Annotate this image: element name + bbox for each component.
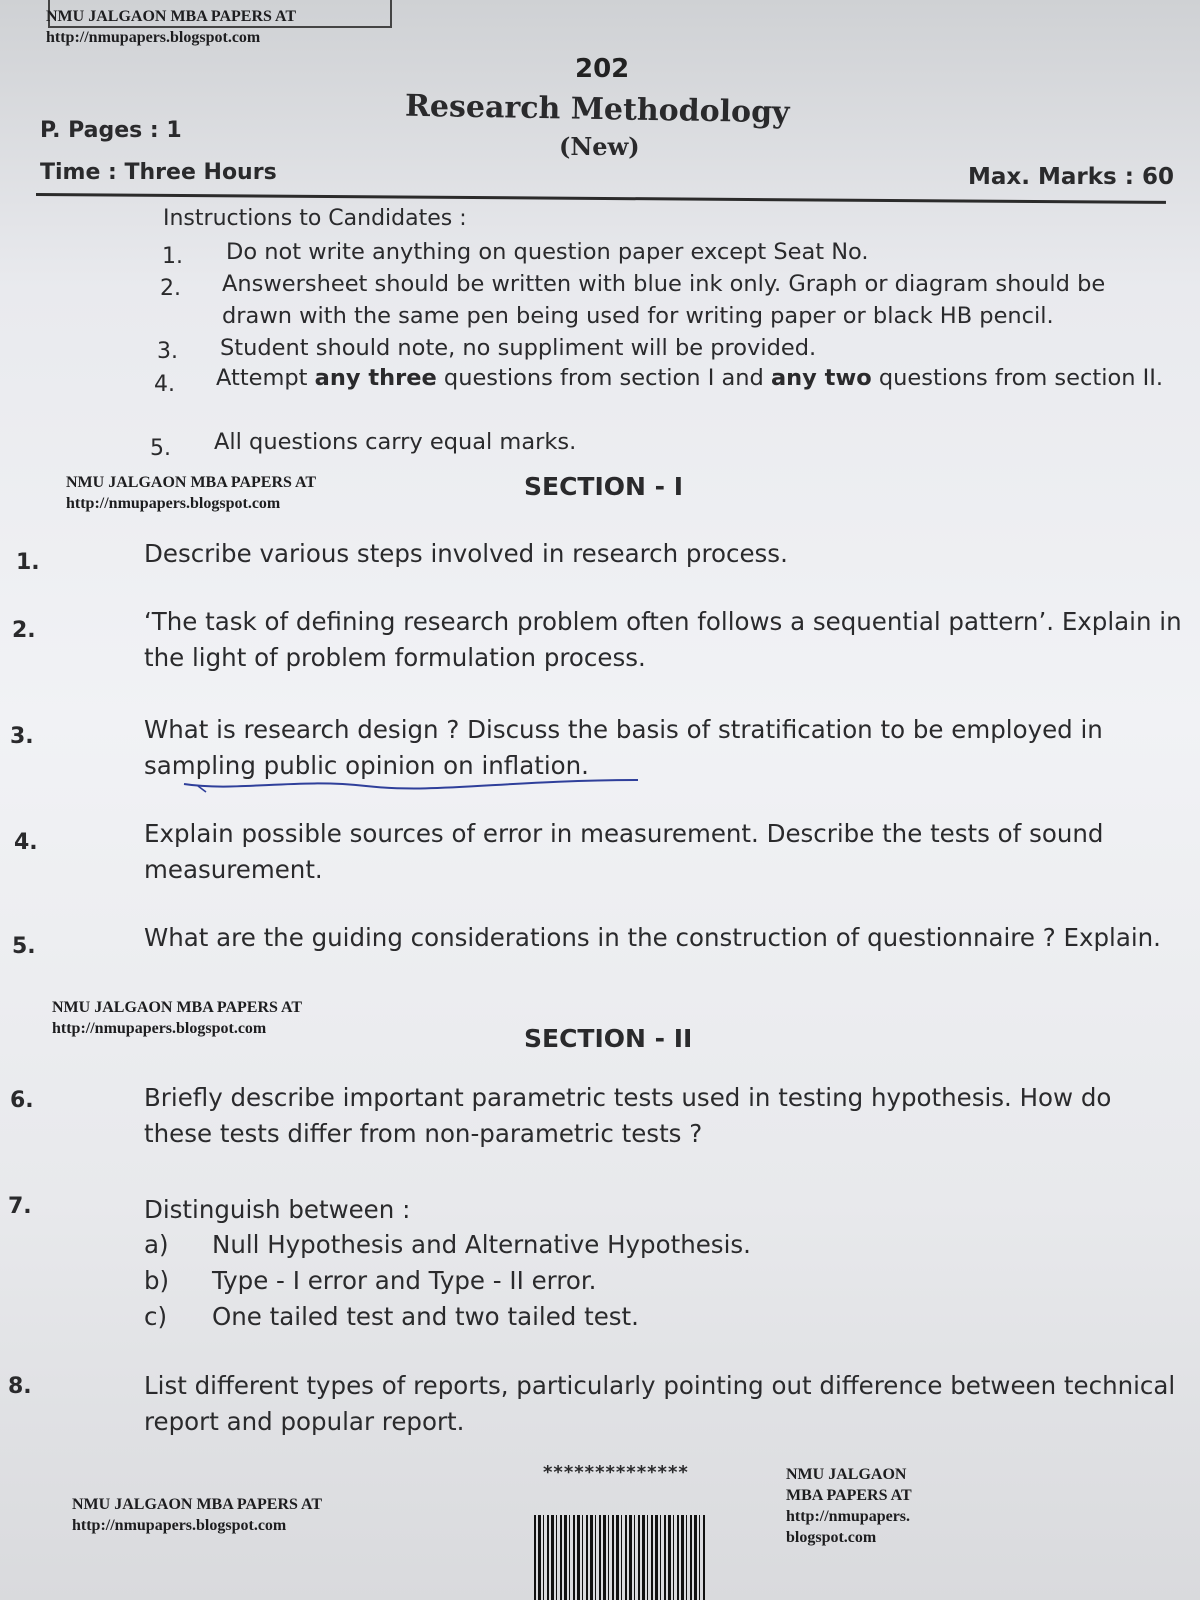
watermark-corner-line2: MBA PAPERS AT	[786, 1487, 912, 1504]
barcode	[534, 1515, 706, 1600]
watermark-bottom-right	[786, 1464, 912, 1548]
watermark-line2: http://nmupapers.blogspot.com	[66, 495, 281, 512]
subitem-label: b)	[144, 1266, 170, 1295]
subitem-label: a)	[144, 1230, 169, 1259]
question-text: What is research design ? Discuss the basis of stratification to be employed in sampling public opinion on inflation.	[144, 715, 1103, 780]
pen-underline-mark	[176, 770, 646, 794]
question-text: List different types of reports, particularly pointing out difference between technical report and popular report.	[144, 1371, 1176, 1436]
section-heading: SECTION - I	[524, 472, 684, 501]
watermark-top	[46, 6, 296, 48]
instruction-text	[216, 362, 1176, 394]
watermark-line2: http://nmupapers.blogspot.com	[52, 1020, 267, 1037]
question-number: 6.	[10, 1088, 34, 1113]
watermark-corner-line1: NMU JALGAON	[786, 1466, 907, 1483]
watermark-corner-line3: http://nmupapers.	[786, 1508, 911, 1525]
question-text: Describe various steps involved in research process.	[144, 539, 788, 568]
instruction-number: 2.	[160, 276, 181, 301]
subitem-label: c)	[144, 1302, 168, 1331]
section-heading: SECTION - II	[524, 1024, 693, 1053]
question-number: 2.	[12, 618, 36, 643]
subitem-text: Null Hypothesis and Alternative Hypothesis.	[212, 1230, 751, 1259]
instruction-number: 5.	[150, 436, 171, 461]
watermark-bottom-left	[72, 1494, 322, 1536]
question-number: 3.	[10, 724, 34, 749]
watermark-line1: NMU JALGAON MBA PAPERS AT	[46, 8, 297, 25]
question-text: Explain possible sources of error in measurement. Describe the tests of sound measurement.	[144, 819, 1104, 884]
instruction-number: 1.	[162, 244, 183, 269]
instruction-text: All questions carry equal marks.	[214, 429, 577, 455]
watermark-line2: http://nmupapers.blogspot.com	[72, 1517, 287, 1534]
instruction-emphasis: any three	[314, 365, 437, 391]
watermark-corner-line4: blogspot.com	[786, 1529, 877, 1546]
instruction-number: 4.	[154, 372, 175, 397]
question-number: 1.	[16, 550, 40, 575]
paper-code: 202	[575, 54, 630, 84]
subitem-text: One tailed test and two tailed test.	[212, 1302, 639, 1331]
max-marks: Max. Marks : 60	[968, 164, 1174, 190]
instruction-text: Answersheet should be written with blue ink only. Graph or diagram should be drawn with the same pen being used for writing paper or black HB pencil.	[222, 271, 1106, 329]
subitem-text: Type - I error and Type - II error.	[212, 1266, 597, 1295]
question-text: What are the guiding considerations in the construction of questionnaire ? Explain.	[144, 923, 1161, 952]
header-divider	[36, 193, 1166, 204]
paper-title: Research Methodology	[404, 88, 790, 131]
question-number: 4.	[14, 830, 38, 855]
instruction-text-part: Attempt	[216, 365, 315, 391]
question-number: 7.	[8, 1194, 32, 1219]
question-text: Briefly describe important parametric tests used in testing hypothesis. How do these tests differ from non-parametric tests ?	[144, 1083, 1112, 1148]
paper-subtitle: (New)	[559, 132, 640, 161]
question-number: 5.	[12, 934, 36, 959]
question-number: 8.	[8, 1374, 32, 1399]
question-text: Distinguish between :	[144, 1195, 411, 1224]
exam-duration: Time : Three Hours	[40, 160, 277, 185]
instructions-heading: Instructions to Candidates :	[163, 206, 467, 231]
watermark-line1: NMU JALGAON MBA PAPERS AT	[52, 999, 303, 1016]
instruction-number: 3.	[157, 339, 178, 364]
instruction-text: Do not write anything on question paper except Seat No.	[226, 239, 869, 265]
instruction-emphasis: any two	[770, 365, 872, 391]
end-of-paper-stars: **************	[543, 1462, 689, 1483]
instruction-text-part: questions from section I and	[436, 365, 771, 391]
instruction-text: Student should note, no suppliment will be provided.	[220, 335, 817, 361]
watermark-line1: NMU JALGAON MBA PAPERS AT	[66, 474, 317, 491]
question-text: ‘The task of defining research problem often follows a sequential pattern’. Explain in the light of problem formulation process.	[144, 607, 1182, 672]
watermark-section1	[66, 472, 316, 514]
watermark-line1: NMU JALGAON MBA PAPERS AT	[72, 1496, 323, 1513]
watermark-line2: http://nmupapers.blogspot.com	[46, 29, 261, 46]
page-count: P. Pages : 1	[40, 118, 182, 143]
watermark-section2	[52, 997, 302, 1039]
instruction-text-part: questions from section II.	[871, 365, 1164, 391]
